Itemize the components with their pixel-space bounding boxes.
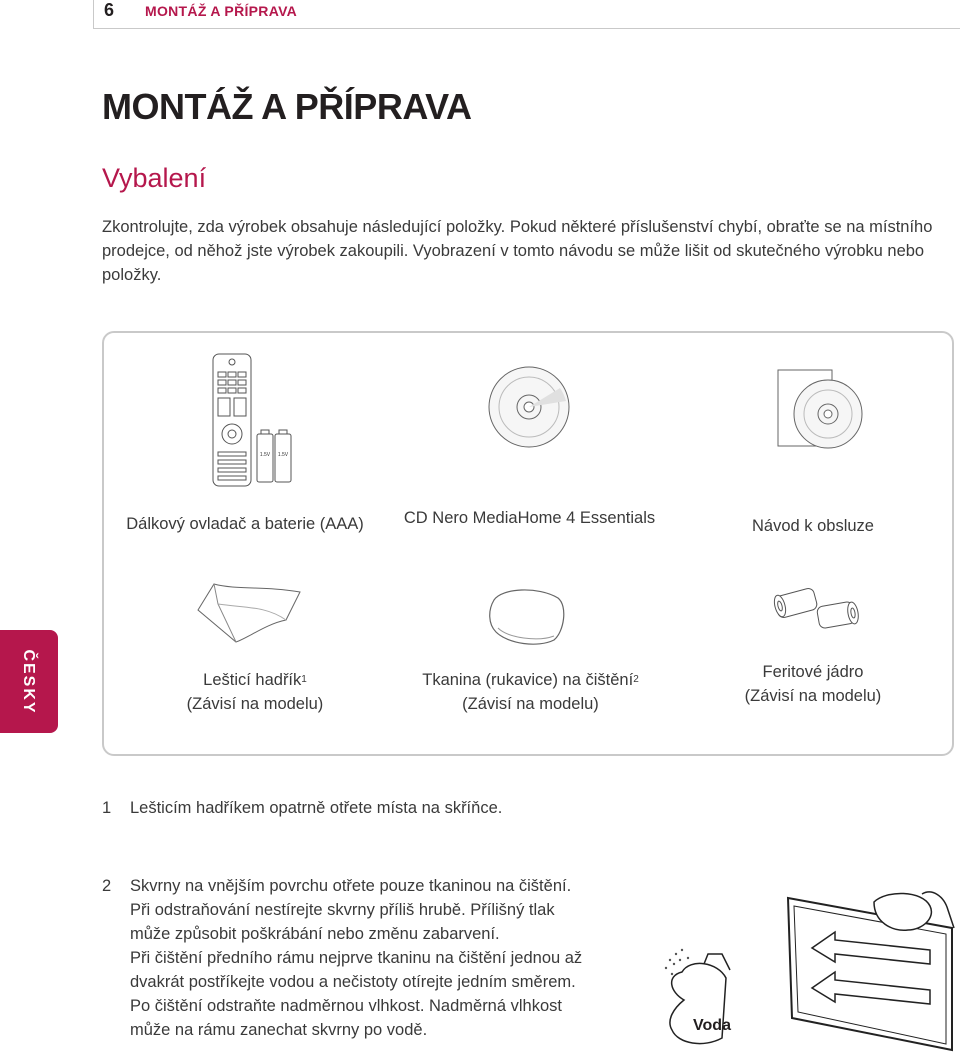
item-caption-polishing-cloth (150, 668, 360, 716)
section-title: Vybalení (102, 163, 207, 193)
cleaning-illustration (660, 888, 955, 1052)
ferrite-core-icon (772, 582, 862, 638)
footnote-2-line: může způsobit poškrábání nebo změnu zabarvení. (130, 925, 500, 943)
water-label: Voda (693, 1017, 731, 1034)
item-caption-ferrite-core (722, 660, 904, 708)
header-divider-vertical (93, 0, 94, 28)
footnote-2-line: dvakrát postříkejte vodou a nečistoty otírejte jedním směrem. (130, 973, 576, 991)
manual-icon (776, 368, 868, 450)
ferrite-core-note: (Závisí na modelu) (744, 687, 882, 705)
language-tab (0, 630, 58, 733)
cleaning-glove-label: Tkanina (rukavice) na čištění (422, 671, 634, 689)
item-caption-manual: Návod k obsluze (752, 517, 874, 535)
intro-paragraph: Zkontrolujte, zda výrobek obsahuje následující položky. Pokud některé příslušenství chybí, obraťte se na místního prodejce, od něhož jste výrobek zakoupili. Vyobrazení v tomto návodu se může lišit od skutečného výrobku nebo položky. (102, 218, 933, 284)
footnote-2-text (130, 874, 650, 1042)
footnote-1-text: Lešticím hadříkem opatrně otřete místa na skříňce. (130, 799, 503, 817)
footnote-2-line: Při čištění předního rámu nejprve tkaninu na čištění jednou až (130, 949, 583, 967)
footnote-2-line: může na rámu zanechat skvrny po vodě. (130, 1021, 428, 1039)
cd-icon (488, 366, 570, 448)
remote-control-icon (205, 352, 305, 487)
page-title: MONTÁŽ A PŘÍPRAVA (102, 86, 472, 127)
footnote-2-line: Po čištění odstraňte nadměrnou vlhkost. Nadměrná vlhkost (130, 997, 562, 1015)
polishing-cloth-label: Lešticí hadřík (203, 671, 302, 689)
footnote-2-line: Při odstraňování nestírejte skvrny příliš hrubě. Přílišný tlak (130, 901, 555, 919)
footnote-1-number: 1 (102, 799, 112, 817)
battery-label-2: 1.5V (277, 452, 289, 458)
item-caption-remote: Dálkový ovladač a baterie (AAA) (126, 515, 364, 533)
footnote-ref-2: 2 (633, 674, 639, 685)
language-tab-label: ČESKY (20, 649, 37, 715)
footnote-2-number: 2 (102, 877, 112, 895)
ferrite-core-label: Feritové jádro (762, 663, 864, 681)
battery-label-1: 1.5V (259, 452, 271, 458)
footnote-2-line: Skvrny na vnějším povrchu otřete pouze tkaninou na čištění. (130, 877, 572, 895)
page-number: 6 (104, 0, 115, 20)
running-header: MONTÁŽ A PŘÍPRAVA (145, 3, 298, 19)
polishing-cloth-icon (196, 580, 306, 644)
cleaning-glove-icon (488, 588, 568, 646)
footnote-1 (102, 796, 662, 822)
polishing-cloth-note: (Závisí na modelu) (186, 695, 324, 713)
header-divider (93, 28, 960, 29)
item-caption-cd: CD Nero MediaHome 4 Essentials (403, 509, 656, 527)
item-caption-cleaning-glove (398, 668, 663, 716)
cleaning-glove-note: (Závisí na modelu) (462, 695, 599, 713)
footnote-2 (102, 874, 662, 1044)
footnote-ref-1: 1 (301, 674, 307, 685)
